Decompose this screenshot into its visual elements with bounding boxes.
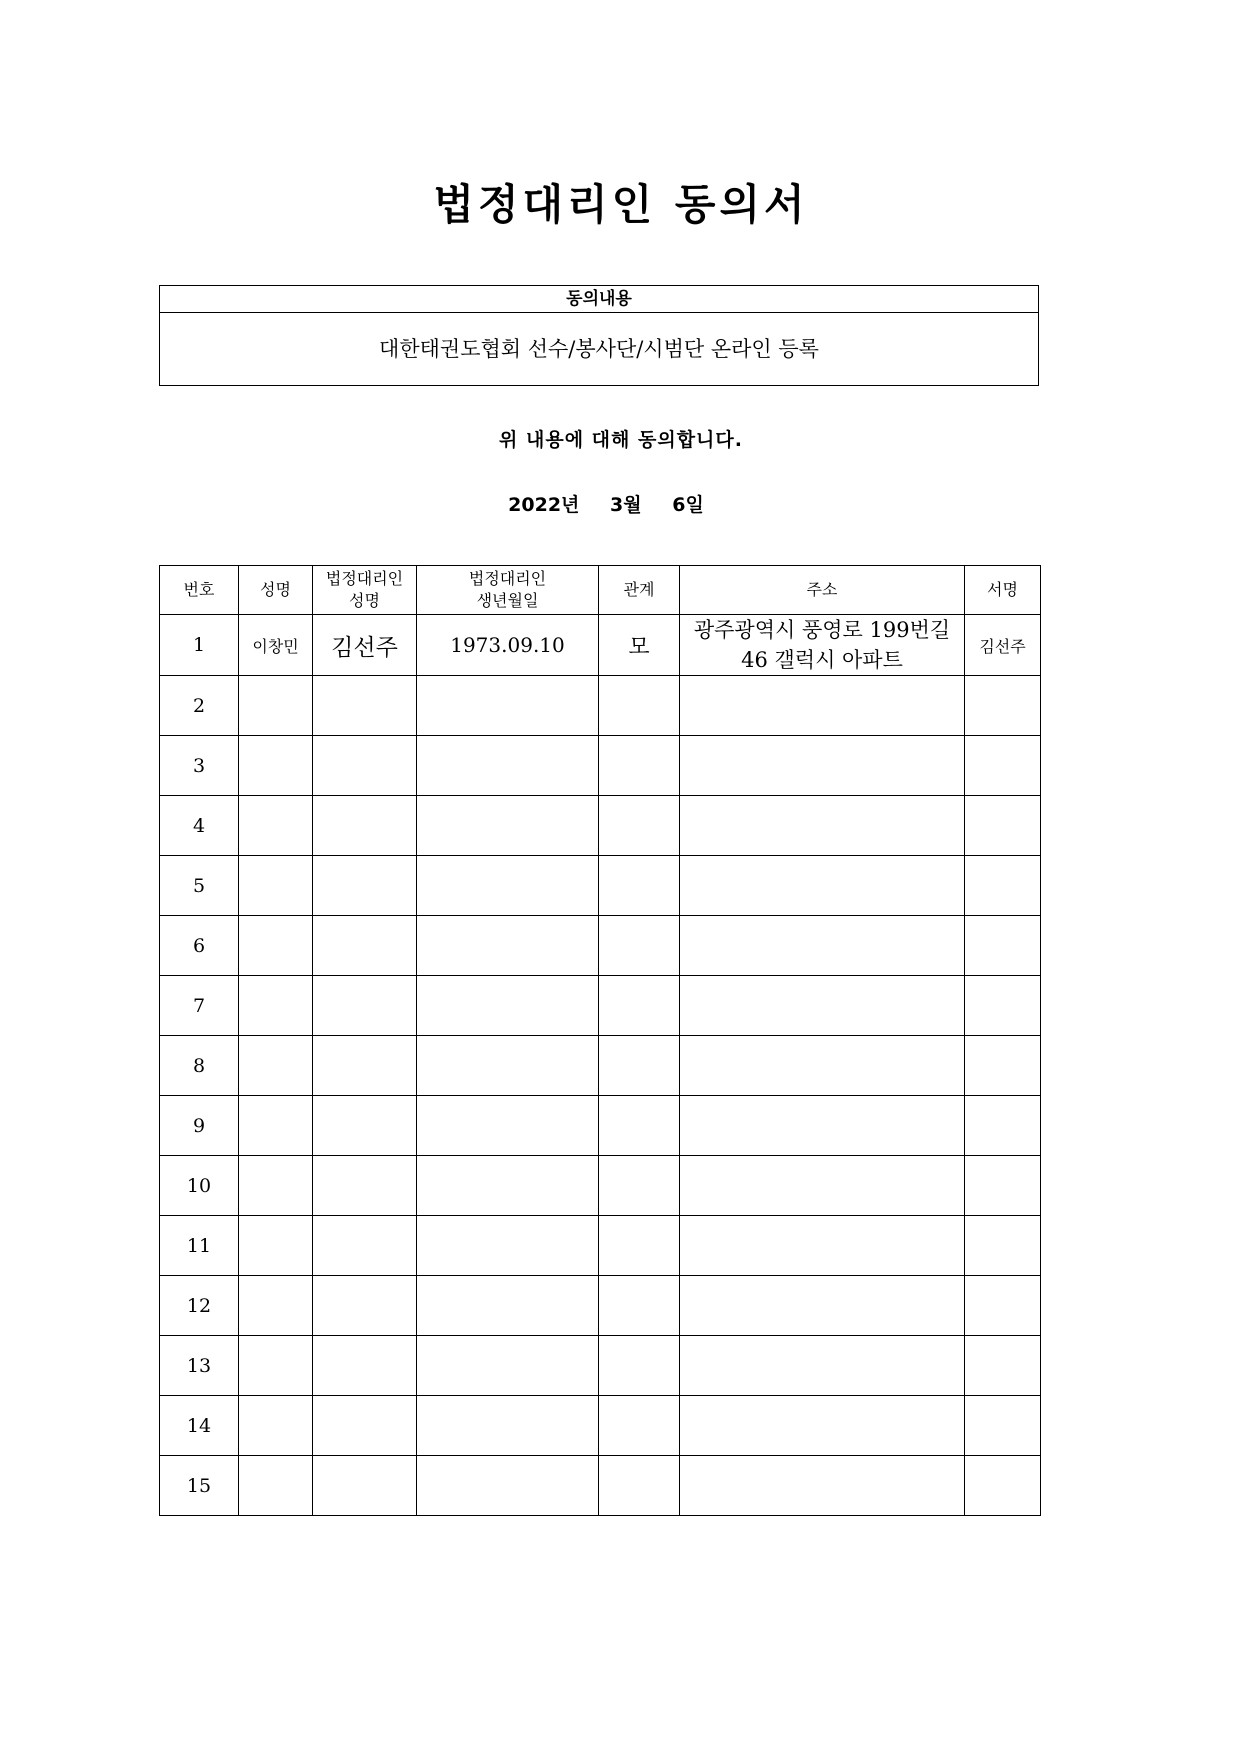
cell-agent-name xyxy=(313,736,417,796)
cell-agent-name xyxy=(313,1396,417,1456)
cell-address xyxy=(680,736,965,796)
cell-no: 9 xyxy=(160,1096,239,1156)
cell-address xyxy=(680,1036,965,1096)
cell-no: 14 xyxy=(160,1396,239,1456)
header-agent-birth xyxy=(417,566,599,615)
cell-address-line2: 46 갤럭시 아파트 xyxy=(741,648,903,672)
cell-relation xyxy=(599,1456,680,1516)
cell-agent-birth xyxy=(417,1156,599,1216)
cell-agent-birth: 1973.09.10 xyxy=(417,615,599,676)
cell-relation xyxy=(599,1096,680,1156)
table-row xyxy=(160,1156,1041,1216)
cell-no: 4 xyxy=(160,796,239,856)
cell-signature xyxy=(965,676,1041,736)
cell-address xyxy=(680,1396,965,1456)
cell-signature xyxy=(965,736,1041,796)
header-address: 주소 xyxy=(680,566,965,615)
cell-address xyxy=(680,615,965,676)
cell-name xyxy=(239,736,313,796)
table-row xyxy=(160,1276,1041,1336)
cell-name: 이창민 xyxy=(239,615,313,676)
table-row xyxy=(160,615,1041,676)
cell-address xyxy=(680,1456,965,1516)
consent-date xyxy=(0,490,1212,517)
cell-no: 7 xyxy=(160,976,239,1036)
cell-signature xyxy=(965,1096,1041,1156)
cell-name xyxy=(239,1336,313,1396)
cell-no: 5 xyxy=(160,856,239,916)
cell-no: 11 xyxy=(160,1216,239,1276)
cell-signature: 김선주 xyxy=(965,615,1041,676)
table-row xyxy=(160,1096,1041,1156)
cell-address xyxy=(680,1276,965,1336)
cell-address xyxy=(680,796,965,856)
cell-relation xyxy=(599,856,680,916)
header-agent-name-line1: 법정대리인 xyxy=(325,569,404,588)
cell-agent-name xyxy=(313,1456,417,1516)
cell-relation xyxy=(599,736,680,796)
header-no: 번호 xyxy=(160,566,239,615)
cell-signature xyxy=(965,1336,1041,1396)
cell-agent-birth xyxy=(417,736,599,796)
cell-agent-birth xyxy=(417,676,599,736)
cell-relation xyxy=(599,676,680,736)
cell-address xyxy=(680,1336,965,1396)
cell-agent-birth xyxy=(417,1096,599,1156)
cell-signature xyxy=(965,1036,1041,1096)
cell-agent-birth xyxy=(417,1456,599,1516)
cell-agent-name xyxy=(313,1336,417,1396)
cell-name xyxy=(239,1036,313,1096)
cell-name xyxy=(239,856,313,916)
cell-relation xyxy=(599,1156,680,1216)
cell-name xyxy=(239,796,313,856)
cell-relation xyxy=(599,976,680,1036)
table-row xyxy=(160,1216,1041,1276)
header-agent-birth-line2: 생년월일 xyxy=(476,591,539,610)
cell-no: 3 xyxy=(160,736,239,796)
cell-name xyxy=(239,1456,313,1516)
header-relation: 관계 xyxy=(599,566,680,615)
table-row xyxy=(160,1336,1041,1396)
cell-signature xyxy=(965,856,1041,916)
cell-agent-birth xyxy=(417,1216,599,1276)
cell-address xyxy=(680,976,965,1036)
cell-name xyxy=(239,1216,313,1276)
cell-relation: 모 xyxy=(599,615,680,676)
consent-header: 동의내용 xyxy=(160,286,1038,313)
table-row xyxy=(160,856,1041,916)
agree-statement: 위 내용에 대해 동의합니다. xyxy=(499,429,743,451)
consent-content-box xyxy=(159,285,1039,386)
cell-name xyxy=(239,1396,313,1456)
cell-agent-name xyxy=(313,976,417,1036)
cell-address xyxy=(680,856,965,916)
cell-no: 1 xyxy=(160,615,239,676)
cell-agent-name xyxy=(313,676,417,736)
cell-agent-name: 김선주 xyxy=(313,615,417,676)
table-header-row xyxy=(160,566,1041,615)
header-agent-name xyxy=(313,566,417,615)
cell-agent-name xyxy=(313,1036,417,1096)
cell-name xyxy=(239,976,313,1036)
cell-signature xyxy=(965,1456,1041,1516)
cell-no: 15 xyxy=(160,1456,239,1516)
cell-relation xyxy=(599,1036,680,1096)
table-row xyxy=(160,736,1041,796)
cell-relation xyxy=(599,1336,680,1396)
header-name: 성명 xyxy=(239,566,313,615)
table-row xyxy=(160,1396,1041,1456)
date-day: 6일 xyxy=(672,494,704,516)
cell-address xyxy=(680,1156,965,1216)
cell-agent-name xyxy=(313,796,417,856)
cell-no: 8 xyxy=(160,1036,239,1096)
cell-no: 12 xyxy=(160,1276,239,1336)
header-agent-name-line2: 성명 xyxy=(349,591,380,610)
cell-signature xyxy=(965,976,1041,1036)
cell-no: 2 xyxy=(160,676,239,736)
cell-agent-name xyxy=(313,1156,417,1216)
cell-agent-birth xyxy=(417,796,599,856)
cell-agent-birth xyxy=(417,1036,599,1096)
cell-address xyxy=(680,1096,965,1156)
cell-address xyxy=(680,916,965,976)
cell-name xyxy=(239,1096,313,1156)
page-title: 법정대리인 동의서 xyxy=(433,180,809,229)
table-row xyxy=(160,976,1041,1036)
cell-agent-birth xyxy=(417,856,599,916)
cell-signature xyxy=(965,1216,1041,1276)
table-row xyxy=(160,796,1041,856)
guardian-table xyxy=(159,565,1041,1516)
cell-agent-name xyxy=(313,856,417,916)
cell-agent-name xyxy=(313,1216,417,1276)
cell-agent-birth xyxy=(417,1396,599,1456)
cell-signature xyxy=(965,796,1041,856)
cell-agent-birth xyxy=(417,976,599,1036)
cell-signature xyxy=(965,1156,1041,1216)
cell-agent-name xyxy=(313,916,417,976)
cell-name xyxy=(239,1276,313,1336)
cell-agent-birth xyxy=(417,1276,599,1336)
cell-signature xyxy=(965,1276,1041,1336)
cell-relation xyxy=(599,1276,680,1336)
header-agent-birth-line1: 법정대리인 xyxy=(468,569,547,588)
cell-relation xyxy=(599,1216,680,1276)
consent-body: 대한태권도협회 선수/봉사단/시범단 온라인 등록 xyxy=(379,337,819,361)
cell-relation xyxy=(599,796,680,856)
header-signature: 서명 xyxy=(965,566,1041,615)
cell-agent-birth xyxy=(417,916,599,976)
table-body xyxy=(160,615,1041,1516)
cell-agent-name xyxy=(313,1276,417,1336)
cell-agent-birth xyxy=(417,1336,599,1396)
cell-name xyxy=(239,1156,313,1216)
cell-no: 13 xyxy=(160,1336,239,1396)
date-month: 3월 xyxy=(610,494,642,516)
cell-relation xyxy=(599,1396,680,1456)
table-row xyxy=(160,1036,1041,1096)
table-row xyxy=(160,916,1041,976)
cell-address xyxy=(680,1216,965,1276)
date-year: 2022년 xyxy=(508,494,580,516)
cell-agent-name xyxy=(313,1096,417,1156)
cell-signature xyxy=(965,916,1041,976)
cell-no: 6 xyxy=(160,916,239,976)
table-row xyxy=(160,1456,1041,1516)
cell-address xyxy=(680,676,965,736)
cell-no: 10 xyxy=(160,1156,239,1216)
cell-name xyxy=(239,676,313,736)
cell-address-line1: 광주광역시 풍영로 199번길 xyxy=(693,618,951,642)
cell-signature xyxy=(965,1396,1041,1456)
table-row xyxy=(160,676,1041,736)
cell-relation xyxy=(599,916,680,976)
cell-name xyxy=(239,916,313,976)
